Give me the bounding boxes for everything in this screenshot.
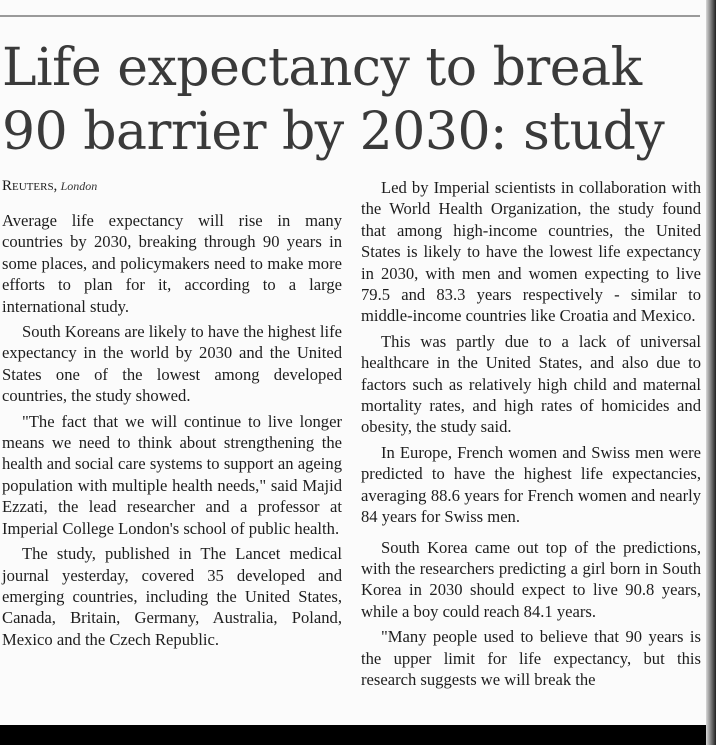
byline-agency: Reuters, bbox=[2, 178, 58, 194]
paragraph: "Many people used to believe that 90 years is the upper limit for life expectancy, but this research suggests we will break the bbox=[361, 627, 701, 689]
paragraph: The study, published in The Lancet medical journal yesterday, covered 35 developed and emerging countries, including the United States, Canada, Britain, Germany, Australia, Poland, Mexico and the Czech Republic. bbox=[2, 544, 342, 649]
byline-city: London bbox=[60, 179, 98, 193]
paragraph: South Korea came out top of the predictions, with the researchers predicting a girl born in South Korea in 2030 should expect to live 90.8 years, while a boy could reach 84.1 years. bbox=[361, 537, 701, 621]
byline bbox=[2, 178, 97, 195]
paragraph: Led by Imperial scientists in collaboration with the World Health Organization, the study found that among high-income countries, the United States is likely to have the lowest life expectancy in 2030, with men and women expecting to live 79.5 and 83.3 years respectively - similar to middle-income countries like Croatia and Mexico. bbox=[361, 178, 701, 326]
top-rule bbox=[0, 15, 700, 17]
paragraph: In Europe, French women and Swiss men were predicted to have the highest life expectancies, averaging 88.6 years for French women and nearly 84 years for Swiss men. bbox=[361, 442, 701, 527]
paragraph: Average life expectancy will rise in many countries by 2030, breaking through 90 years in some places, and policymakers need to make more efforts to plan for it, according to a large international study. bbox=[2, 211, 342, 316]
page-edge-shadow bbox=[706, 0, 716, 745]
right-column bbox=[361, 177, 701, 694]
headline: Life expectancy to break 90 barrier by 2030: study bbox=[2, 38, 665, 162]
paragraph: "The fact that we will continue to live longer means we need to think about strengthening the health and social care systems to support an ageing population with multiple health needs," said Majid Ezzati, the lead researcher and a professor at Imperial College London's school of public health. bbox=[2, 411, 342, 538]
paragraph: This was partly due to a lack of universal healthcare in the United States, and also due to factors such as relatively high child and maternal mortality rates, and high rates of homicides and obesity, the study said. bbox=[361, 331, 701, 437]
left-column bbox=[2, 210, 342, 654]
paragraph: South Koreans are likely to have the highest life expectancy in the world by 2030 and the United States one of the lowest among developed countries, the study showed. bbox=[2, 322, 342, 406]
